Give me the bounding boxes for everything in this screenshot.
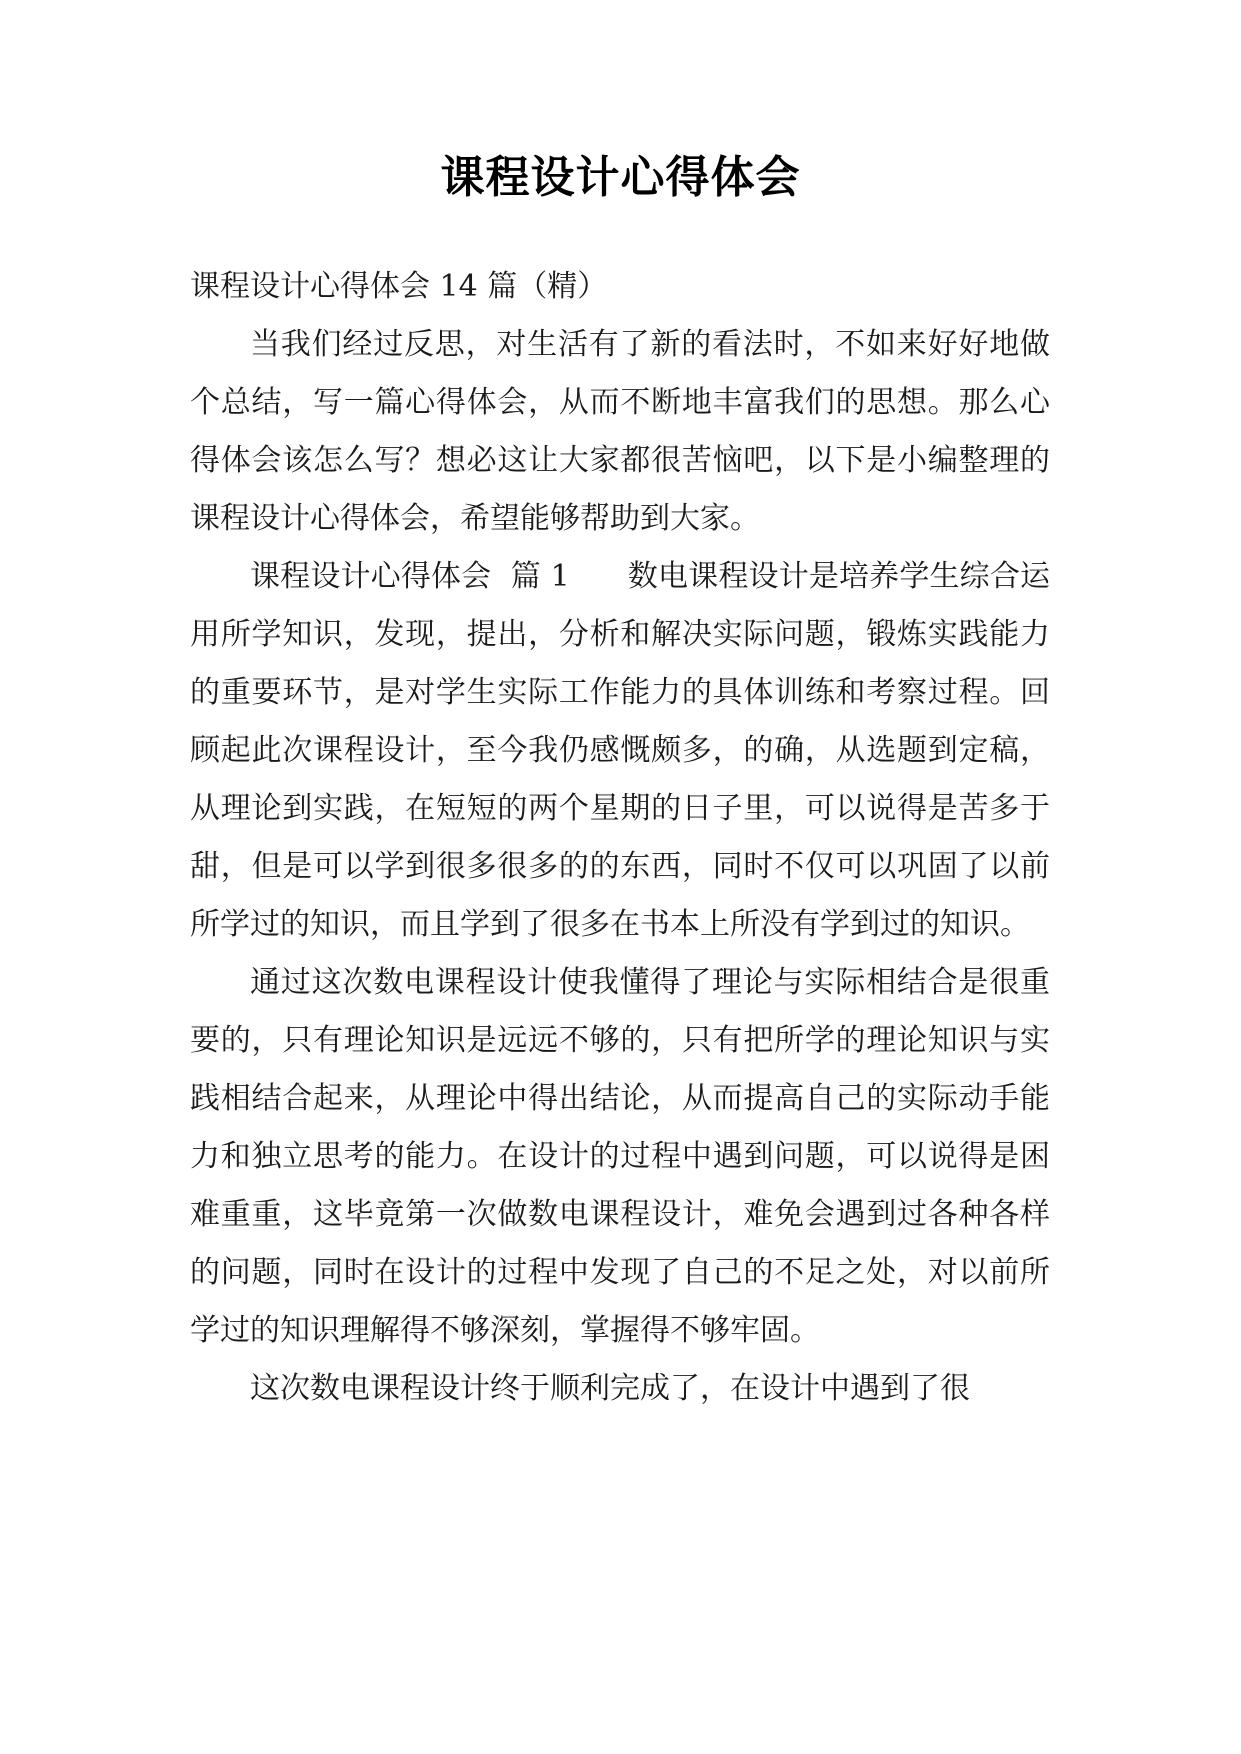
body-paragraph-2: 通过这次数电课程设计使我懂得了理论与实际相结合是很重要的，只有理论知识是远远不够的，只有把所学的理论知识与实践相结合起来，从理论中得出结论，从而提高自己的实际动手能力和独立思考的能力。在设计的过程中遇到问题，可以说得是困难重重，这毕竟第一次做数电课程设计，难免会遇到过各种各样的问题，同时在设计的过程中发现了自己的不足之处，对以前所学过的知识理解得不够深刻，掌握得不够牢固。 (190, 965, 1050, 1348)
document-title: 课程设计心得体会 (440, 152, 801, 203)
section-1-text: 数电课程设计是培养学生综合运用所学知识，发现，提出，分析和解决实际问题，锻炼实践能力的重要环节，是对学生实际工作能力的具体训练和考察过程。回顾起此次课程设计，至今我仍感慨颇多，的确，从选题到定稿，从理论到实践，在短短的两个星期的日子里，可以说得是苦多于甜，但是可以学到很多很多的的东西，同时不仅可以巩固了以前所学过的知识，而且学到了很多在书本上所没有学到过的知识。 (190, 559, 1051, 942)
body-paragraph-3: 这次数电课程设计终于顺利完成了，在设计中遇到了很 (250, 1371, 970, 1406)
section-heading: 课程设计心得体会 篇 1 (250, 559, 570, 594)
document-subtitle: 课程设计心得体会 14 篇（精） (190, 269, 608, 304)
section-1-paragraph (190, 548, 1050, 954)
document-body (190, 258, 1050, 1418)
heading-spacer (570, 559, 628, 594)
intro-paragraph: 当我们经过反思，对生活有了新的看法时，不如来好好地做个总结，写一篇心得体会，从而不断地丰富我们的思想。那么心得体会该怎么写？想必这让大家都很苦恼吧，以下是小编整理的课程设计心得体会，希望能够帮助到大家。 (190, 327, 1050, 536)
